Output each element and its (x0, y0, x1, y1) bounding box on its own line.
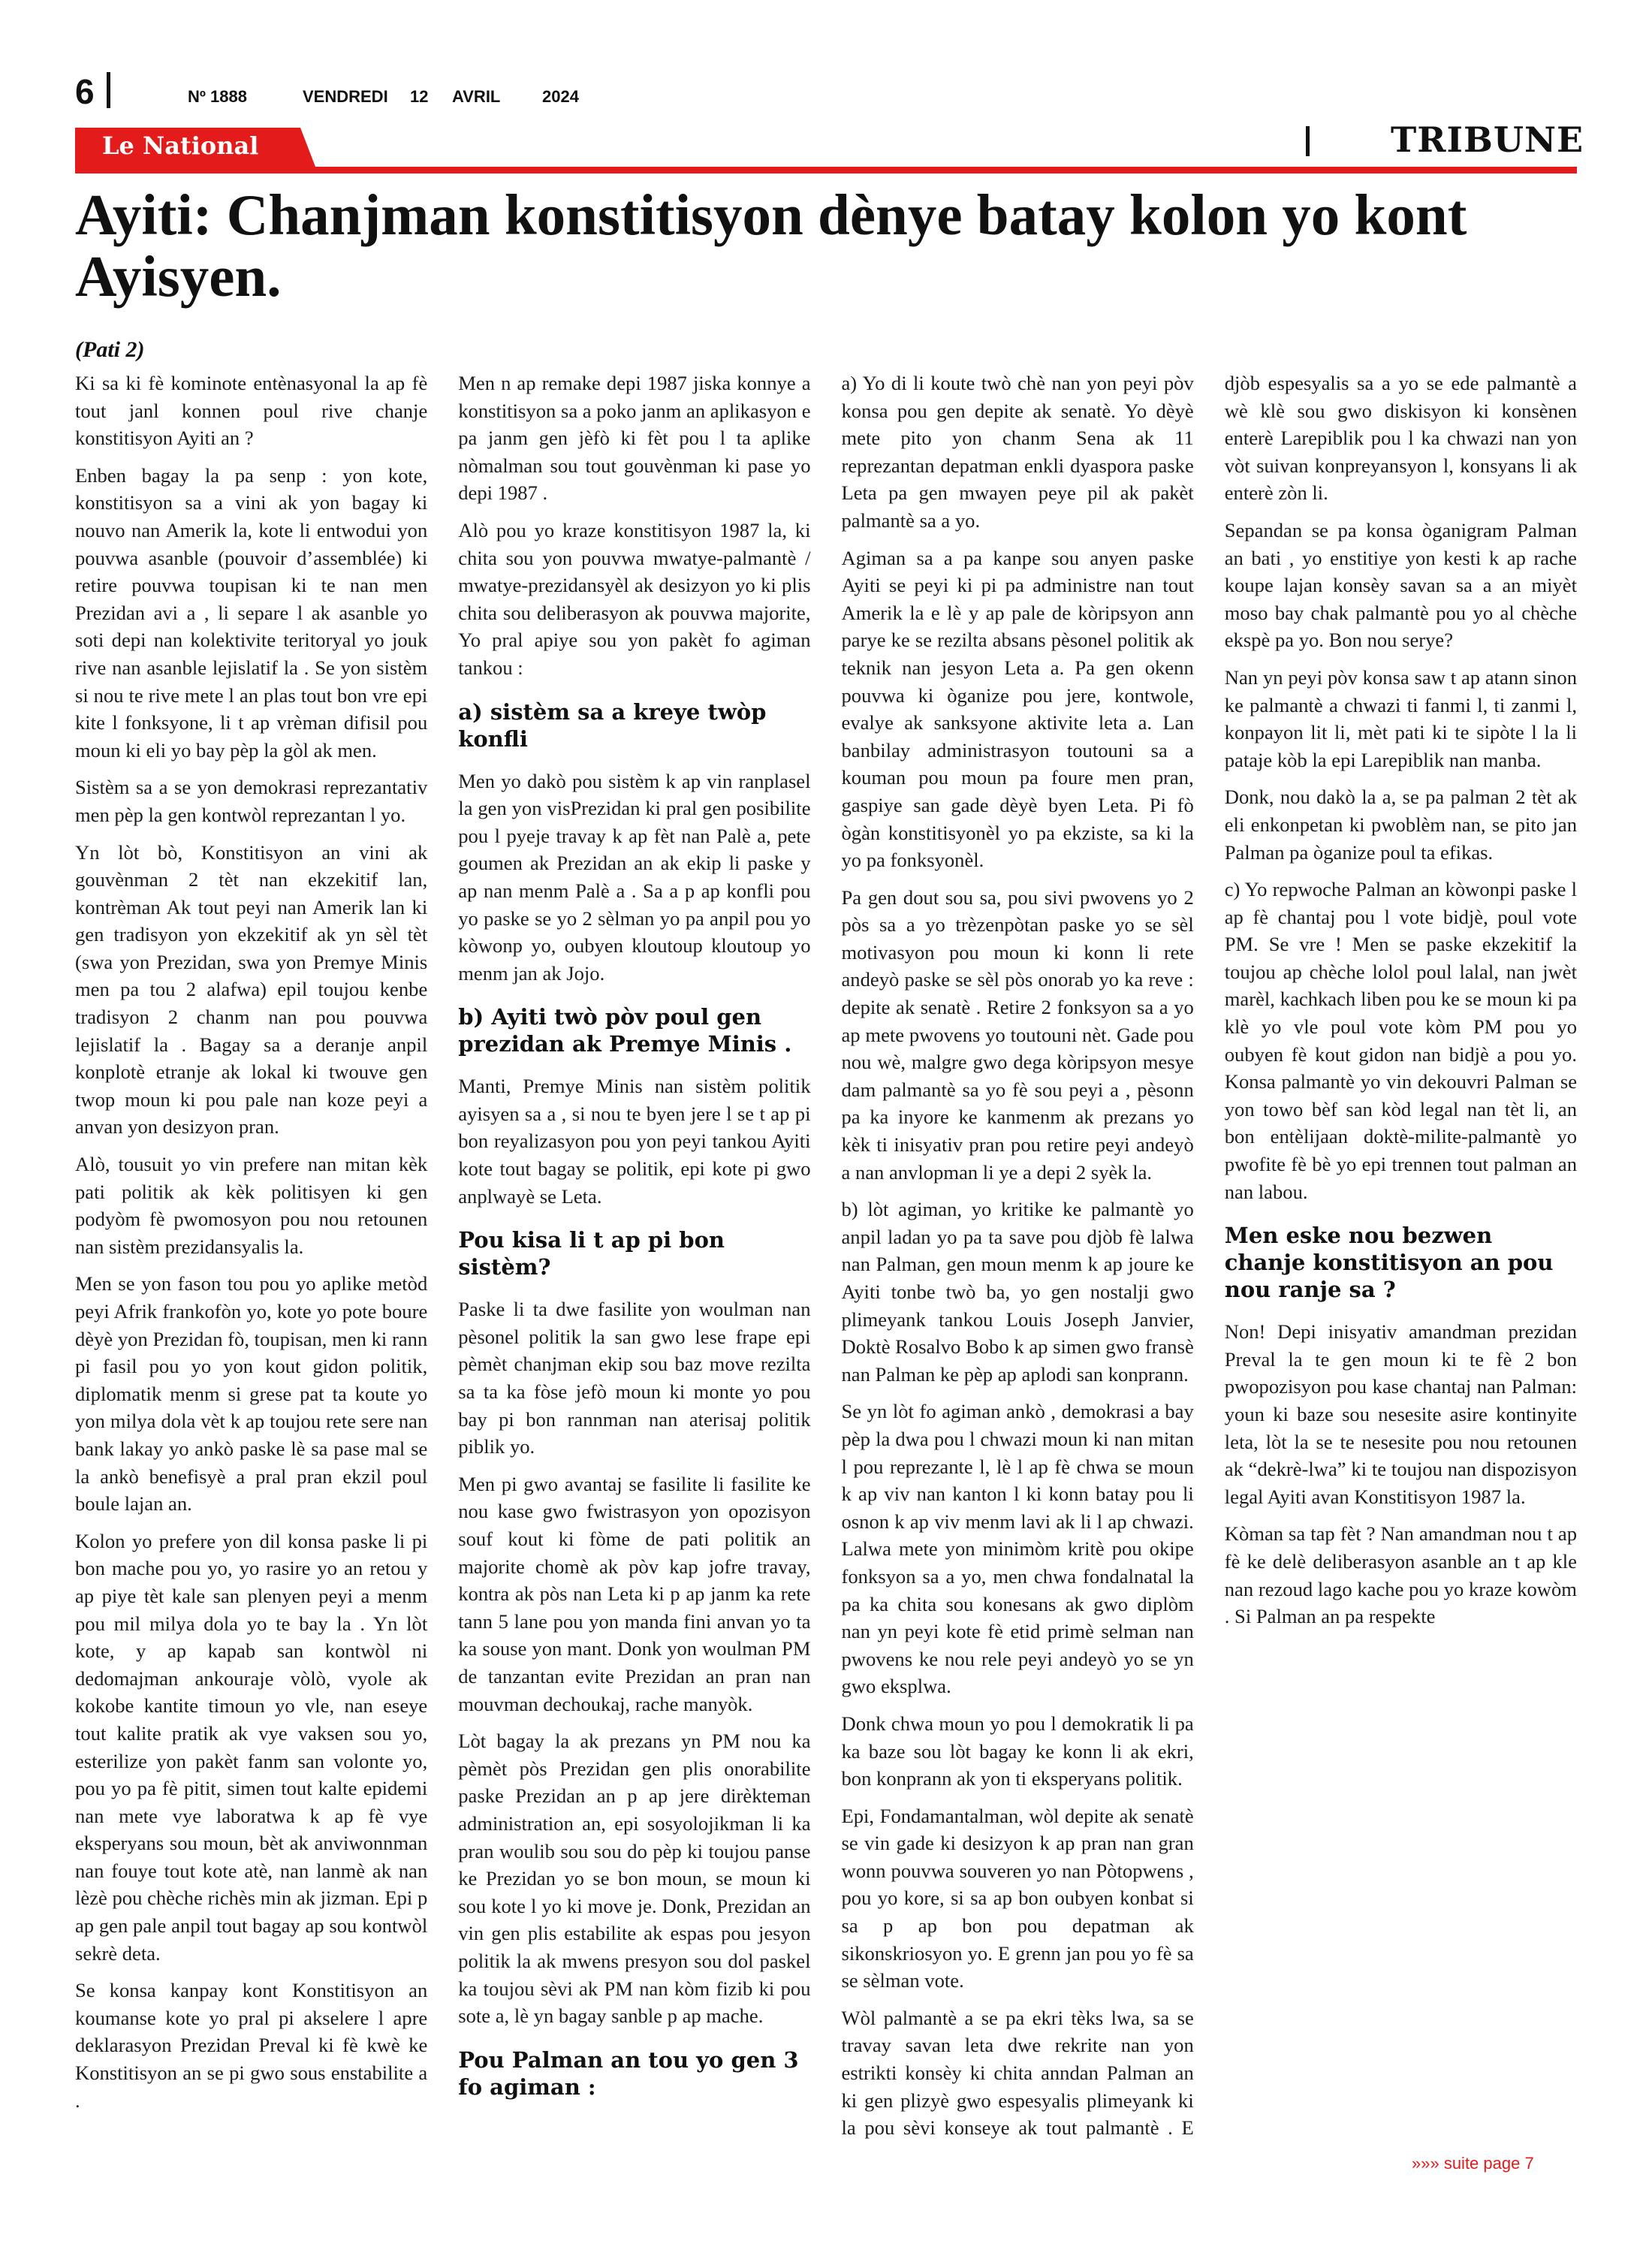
article-paragraph: Se konsa kanpay kont Konstitisyon an koumanse kote yo pral pi akselere l apre deklarasyon Prezidan Preval ki fè kwè ke Konstitisyon an se pi gwo sous enstabilite a . (75, 1979, 428, 2112)
article-paragraph: Enben bagay la pa senp : yon kote, konstitisyon sa a vini ak yon bagay ki nouvo nan Amerik la, kote li entwodui yon pouvwa asanble (pouvoir d’assemblée) ki retire pouvwa toupisan ki te nan men Prezidan avi a , li separe l ak asanble yo soti depi nan kolektivite teritoryal yo jouk rive nan asanble lejislatif la . Se yon sistèm si nou te rive mete l an plas tout bon vre epi kite l fonksyone, li t ap vrèman difisil pou moun ki eli yo bay pèp la gòl ak men. (75, 463, 428, 762)
article-paragraph: Alò pou yo kraze konstitisyon 1987 la, ki chita sou yon pouvwa mwatye-palmantè / mwatye-prezidansyèl ak desizyon yo ki plis chita sou deliberasyon ak pouvwa majorite, Yo pral apiye sou yon pakèt fo agiman tankou : (458, 518, 811, 679)
issue-day: 12 (410, 87, 429, 106)
issue-number: Nº 1888 (188, 87, 247, 106)
issue-year: 2024 (542, 87, 579, 106)
article-paragraph: Manti, Premye Minis nan sistèm politik ayisyen sa a , si nou te byen jere l se t ap pi bon reyalizasyon pou yon peyi tankou Ayiti kote tout bagay se politik, epi kote pi gwo anplwayè se Leta. (458, 1075, 811, 1208)
article-paragraph: Yn lòt bò, Konstitisyon an vini ak gouvènman 2 tèt nan ekzekitif lan, kontrèman Ak tout peyi nan Amerik lan ki gen tradisyon yon ekzekitif ak yn sèl tèt (swa yon Prezidan, swa yon Premye Minis men pa tou 2 alafwa) epil toujou kenbe tradisyon 2 chanm nan pou pouvwa lejislatif la . Bagay sa a deranje anpil konplotè etranje ak lokal ki twouve gen twop moun ki pou pale nan koze peyi a anvan yon desizyon pran. (75, 840, 428, 1139)
article-paragraph: Donk chwa moun yo pou l demokratik li pa ka baze sou lòt bagay ke konn li ak ekri, bon konprann ak yon ti eksperyans politik. (841, 1712, 1194, 1790)
headline-block (75, 184, 1577, 363)
article-paragraph: c) Yo repwoche Palman an kòwonpi paske l ap fè chantaj pou l vote bidjè, poul vote PM. Se vre ! Men se paske ekzekitif la toujou ap chèche lolol poul lalal, nan jwèt marèl, kachkach liben pou ke se moun ki pa klè yo vle poul vote kòm PM pou yo oubyen fè kout gidon nan bidjè a pou yo. Konsa palmantè yo vin dekouvri Palman se yon towo bèf san kòd legal nan tèt li, an bon entèlijaan doktè-milite-palmantè yo pwofite fè bè yo epi trennen tout palman an nan labou. (1224, 878, 1577, 1203)
article-paragraph: Epi, Fondamantalman, wòl depite ak senatè se vin gade ki desizyon k ap pran nan gran wonn pouvwa souveren yo nan Pòtopwens , pou yo kore, si sa ap bon oubyen konbat si sa p ap bon pou depatman ak sikonskriosyon yo. E grenn jan pou yo fè sa se sèlman vote. (841, 1804, 1194, 1992)
masthead (0, 0, 1652, 188)
issue-weekday: VENDREDI (303, 87, 388, 106)
article-subheading: Men eske nou bezwen chanje konstitisyon an pou nou ranje sa ? (1224, 1223, 1554, 1303)
article-paragraph: Alò, tousuit yo vin prefere nan mitan kèk pati politik ak kèk politisyen ki gen podyòm fè pwomosyon pou nou retounen nan sistèm prezidansyalis la. (75, 1153, 428, 1258)
issue-month: AVRIL (452, 87, 501, 106)
page-number-divider (107, 72, 110, 108)
article-part-label: (Pati 2) (75, 337, 145, 362)
article-paragraph: Men yo dakò pou sistèm k ap vin ranplasel la gen yon visPrezidan ki pral gen posibilite pou l pyeje travay k ap fèt nan Palè a, pete goumen ak Prezidan an ak ekip li paske y ap nan menm Palè a . Sa a p ap konfli pou yo paske se yo 2 sèlman yo pa anpil pou yo kòwonp yo, oubyen kloutoup kloutoup yo menm jan ak Jojo. (458, 769, 811, 985)
article-paragraph: b) lòt agiman, yo kritike ke palmantè yo anpil ladan yo pa ta save pou djòb fè lalwa nan Palman, gen moun menm k ap joure ke Ayiti tonbe twò ba, yo gen nostalji gwo plimeyank tankou Louis Joseph Janvier, Doktè Rosalvo Bobo k ap simen gwo fransè nan Palman ke pèp ap aplodi san konprann. (841, 1198, 1194, 1386)
article-paragraph: Se yn lòt fo agiman ankò , demokrasi a bay pèp la dwa pou l chwazi moun ki nan mitan l pou reprezante l, lè l ap fè chwa se moun k ap viv nan kanton l ki konn batay pou li osnon k ap viv menm lavi ak li l ap chwazi. Lalwa mete yon minimòm kritè pou okipe fonksyon sa a yo, men chwa fondalnatal la pa ka chita sou konesans ak gwo diplòm nan yn peyi kote fè etid primè selman nan pwovens ke nou rele peyi andeyò yo se yn gwo eksplwa. (841, 1400, 1194, 1698)
article-paragraph: Non! Depi inisyativ amandman prezidan Preval la te gen moun ki te fè 2 bon pwopozisyon pou kase chantaj nan Palman: youn ki baze sou nesesite asire kontinyite leta, lòt la se te nesesite pou nou retounen ak “dekrè-lwa” ki te toujou nan dispozisyon legal Ayiti avan Konstitisyon 1987 la. (1224, 1320, 1577, 1508)
article-paragraph: a) Yo di li koute twò chè nan yon peyi pòv konsa pou gen depite ak senatè. Yo dèyè mete pito yon chanm Sena ak 11 reprezantan depatman enkli dyaspora paske Leta pa gen mwayen peye pil ak pakèt palmantè sa a yo. (841, 372, 1194, 532)
article-paragraph: Men n ap remake depi 1987 jiska konnye a konstitisyon sa a poko janm an aplikasyon e pa janm gen jèfò ki fèt pou l ta aplike nòmalman sou tout gouvènman ki pase yo depi 1987 . (458, 372, 811, 505)
article-paragraph: Sistèm sa a se yon demokrasi reprezantativ men pèp la gen kontwòl reprezantan l yo. (75, 776, 428, 826)
article-paragraph: Nan yn peyi pòv konsa saw t ap atann sinon ke palmantè a chwazi ti fanmi l, ti zanmi l, konpayon lit li, mèt pati ki te sipòte l la li pataje kòb la epi Larepiblik nan manba. (1224, 665, 1577, 771)
article-paragraph: Kolon yo prefere yon dil konsa paske li pi bon mache pou yo, yo rasire yo an retou y ap piye tèt kale san plenyen peyi a menm pou mil milya dola yo te bay la . Yn lòt kote, y ap kapab san kontwòl ni dedomajman ankouraje vòlò, vyole ak kokobe kantite timoun yo vle, nan eseye tout kalite pratik ak vye vaksen sou yo, esterilize yon pakèt fanm san volonte yo, pou yo pa fè pitit, simen tout kalte epidemi nan mete vye laboratwa k ap fè vye eksperyans sou moun, bèt ak anviwonnman nan fouye tout kote atè, nan lanmè ak nan lèzè pou chèche richès min ak jizman. Epi p ap gen pale anpil tout bagay ap sou kontwòl sekrè deta. (75, 1529, 428, 1965)
article-paragraph: Men pi gwo avantaj se fasilite li fasilite ke nou kase gwo fwistrasyon yon opozisyon souf kout ki fòme de pati politik an majorite chomè ak pòv kap jofre travay, kontra ak pòs nan Leta ki p ap janm ka rete tann 5 lane pou yon manda fini anvan yo ta ka souse yon mant. Donk yon woulman PM de tanzantan evite Prezidan an pran nan mouvman dechoukaj, rache manyòk. (458, 1472, 811, 1715)
page-number: 6 (75, 72, 95, 111)
article-paragraph: Lòt bagay la ak prezans yn PM nou ka pèmèt pòs Prezidan gen plis onorabilite paske Prezidan an p ap jere dirèkteman administration an, epi sosyolojikman li ka pran woulib sou sou do pèp ki toujou panse ke Prezidan yo se bon moun, se moun ki sou kote l yo ki move je. Donk, Prezidan an vin gen plis estabilite ak espas pou jesyon politik la ak mwens presyon sou dol paskel ka toujou sèvi ak PM nan kòm fizib ki pou sote a, lè yn bagay sanble p ap mache. (458, 1730, 811, 2028)
section-tab-label: Le National (102, 131, 259, 160)
article-paragraph: Men se yon fason tou pou yo aplike metòd peyi Afrik frankofòn yo, kote yo pote boure dèyè yon Prezidan fò, toupisan, men ki rann pi fasil pou yo yon kout gidon politik, diplomatik menm si grese pat ta koute yo yon milya dola vèt k ap toujou rete sere nan bank lakay yo ankò paske lè sa pase mal se la ankò benefisyè a pral pran ekzil poul boule lajan an. (75, 1272, 428, 1516)
article-paragraph: Sepandan se pa konsa òganigram Palman an bati , yo enstitiye yon kesti k ap rache koupe lajan konsèy savan sa a an miyèt moso bay chak palmantè pou yo al chèche ekspè pa yo. Bon nou serye? (1224, 518, 1577, 652)
tribune-divider (1306, 126, 1310, 156)
article-body (75, 369, 1577, 2157)
red-rule (75, 167, 1577, 173)
article-subheading: a) sistèm sa a kreye twòp konfli (458, 698, 767, 752)
article-paragraph: Wòl palmantè a se pa ekri tèks lwa, sa se travay savan leta dwe rekrite nan yon estrikti konsèy ki chita anndan Palman an ki gen plizyè gwo espesyalis plimeyank ki la pou sèvi konseye ak tout palmantè . E djòb espesyalis sa a yo se ede palmantè a wè klè sou gwo diskisyon ki konsènen enterè Larepiblik pou l ka chwazi nan yon vòt suivan konpreyansyon l, konsyans li ak enterè zòn li. (841, 372, 1577, 2140)
article-paragraph: Ki sa ki fè kominote entènasyonal la ap fè tout janl konnen poul rive chanje konstitisyon Ayiti an ? (75, 372, 428, 450)
article-paragraph: Pa gen dout sou sa, pou sivi pwovens yo 2 pòs sa a yo trèzenpòtan paske yo se sèl motivasyon pou moun ki konn li rete andeyò paske se sèl pòs onorab yo ka reve : depite ak senatè . Retire 2 fonksyon sa a yo ap mete pwovens yo toutouni nèt. Gade pou nou wè, malgre gwo dega kòripsyon mesye dam palmantè sa yo fè sou peyi a , pèsonn pa ka inyore ke kanmenm ak prezans yo kèk ti inisyativ pran pou retire peyi andeyò a nan anvlopman li ye a depi 2 syèk la. (841, 885, 1194, 1184)
section-right-label: TRIBUNE (1391, 119, 1584, 160)
continuation-note: »»» suite page 7 (1412, 2154, 1534, 2173)
article-subheading: Pou kisa li t ap pi bon sistèm? (458, 1227, 725, 1280)
article-paragraph: Donk, nou dakò la a, se pa palman 2 tèt ak eli enkonpetan ki pwoblèm nan, se pito jan Palman pa òganize poul ta efikas. (1224, 786, 1577, 864)
article-paragraph: Agiman sa a pa kanpe sou anyen paske Ayiti se peyi ki pi pa administre nan tout Amerik la e lè y ap pale de kòripsyon ann parye ke se rezilta absans pèsonel politik ak teknik nan jesyon Leta a. Pa gen okenn pouvwa ki òganize pou jere, kontwole, evalye ak sanksyone aktivite leta a. Lan banbilay administrasyon toutouni sa a kouman pou moun pa foure men pran, gaspiye san gade dèyè byen Leta. Pi fò ògàn konstitisyonèl yo pa ekziste, sa ki la yo pa fonksyonèl. (841, 546, 1194, 872)
article-subheading: Pou Palman an tou yo gen 3 fo agiman : (458, 2046, 799, 2100)
article-headline: Ayiti: Chanjman konstitisyon dènye batay kolon yo kont Ayisyen. (75, 182, 1467, 309)
article-paragraph: Paske li ta dwe fasilite yon woulman nan pèsonel politik la san gwo lese frape epi pèmèt chanjman ekip sou baz move rezilta sa ta ka fòse jefò moun ki monte yo pou bay pi bon rannman nan aterisaj politik piblik yo. (458, 1298, 811, 1458)
article-paragraph: Kòman sa tap fèt ? Nan amandman nou t ap fè ke delè deliberasyon asanble an t ap kle nan rezoud lago kache pou yo kraze kowòm . Si Palman an pa respekte (1224, 1522, 1577, 1628)
article-subheading: b) Ayiti twò pòv poul gen prezidan ak Premye Minis . (458, 1004, 792, 1057)
